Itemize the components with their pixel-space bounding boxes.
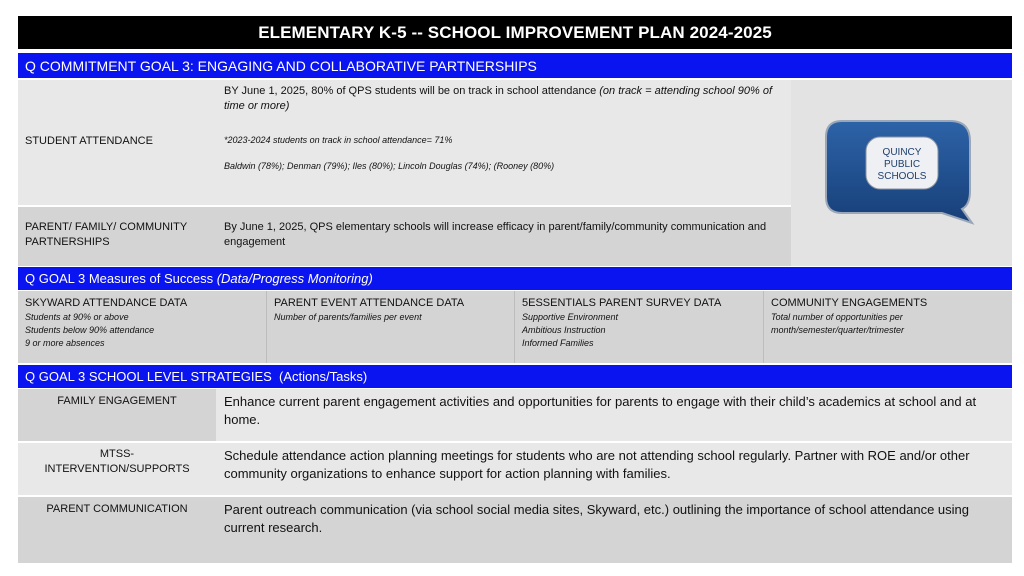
attendance-baseline: *2023-2024 students on track in school attendance= 71% (224, 135, 453, 145)
measure-detail: 9 or more absences (25, 338, 105, 348)
measure-detail: Informed Families (522, 338, 594, 348)
measure-title: 5ESSENTIALS PARENT SURVEY DATA (522, 297, 722, 309)
strategy-text-parent-communication: Parent outreach communication (via school social media sites, Skyward, etc.) outlining the importance of school attendance using current research. (216, 497, 1012, 563)
strategy-label-mtss: MTSS-INTERVENTION/SUPPORTS (18, 443, 216, 496)
logo-line2: PUBLIC (883, 159, 920, 170)
measures-header-subtitle: (Data/Progress Monitoring) (216, 271, 373, 286)
measure-title: SKYWARD ATTENDANCE DATA (25, 297, 188, 309)
logo-line1: QUINCY (882, 147, 921, 158)
quincy-public-schools-logo (791, 80, 1012, 266)
attendance-goal (224, 84, 783, 114)
measures-header-text: Q GOAL 3 Measures of Success (25, 271, 217, 286)
measure-detail: Ambitious Instruction (522, 325, 606, 335)
measure-detail: Total number of opportunities per month/semester/quarter/trimester (771, 312, 905, 335)
measure-skyward (18, 291, 267, 363)
strategies-header: Q GOAL 3 SCHOOL LEVEL STRATEGIES (Actions/Tasks) (18, 365, 1012, 388)
measures-header (18, 267, 1012, 290)
measure-detail: Supportive Environment (522, 312, 619, 322)
attendance-goal-cell (216, 80, 791, 206)
measure-5essentials (515, 291, 764, 363)
measure-detail: Students at 90% or above (25, 312, 129, 322)
logo-line3: SCHOOLS (877, 171, 926, 182)
attendance-goal-text: BY June 1, 2025, 80% of QPS students will be on track in school attendance (224, 85, 600, 97)
attendance-school-rates: Baldwin (78%); Denman (79%); Iles (80%); Lincoln Douglas (74%); (Rooney (80%) (224, 161, 555, 171)
strategy-label-family-engagement: FAMILY ENGAGEMENT (18, 389, 216, 442)
attendance-goal-definition: (on track = attending school 90% of time or more) (224, 85, 773, 112)
measure-community (764, 291, 1012, 363)
strategy-text-mtss: Schedule attendance action planning meetings for students who are not attending school regularly. Partner with ROE and/or other community organizations to enhance support for action planning with families. (216, 443, 1012, 496)
partnership-label: PARENT/ FAMILY/ COMMUNITY PARTNERSHIPS (18, 207, 216, 266)
q-logo-icon (822, 113, 982, 233)
measure-detail: Students below 90% attendance (25, 325, 155, 335)
page-title: ELEMENTARY K-5 -- SCHOOL IMPROVEMENT PLAN 2024-2025 (18, 16, 1012, 49)
strategy-text-family-engagement: Enhance current parent engagement activities and opportunities for parents to engage with their child’s academics at school and at home. (216, 389, 1012, 442)
measure-title: PARENT EVENT ATTENDANCE DATA (274, 297, 465, 309)
student-attendance-label: STUDENT ATTENDANCE (18, 80, 216, 206)
goal-header: Q COMMITMENT GOAL 3: ENGAGING AND COLLABORATIVE PARTNERSHIPS (18, 53, 1012, 78)
measure-parent-event (267, 291, 515, 363)
measure-title: COMMUNITY ENGAGEMENTS (771, 297, 928, 309)
partnership-goal: By June 1, 2025, QPS elementary schools will increase efficacy in parent/family/community communication and engagement (216, 207, 791, 266)
strategy-label-parent-communication: PARENT COMMUNICATION (18, 497, 216, 563)
measure-detail: Number of parents/families per event (274, 312, 422, 322)
